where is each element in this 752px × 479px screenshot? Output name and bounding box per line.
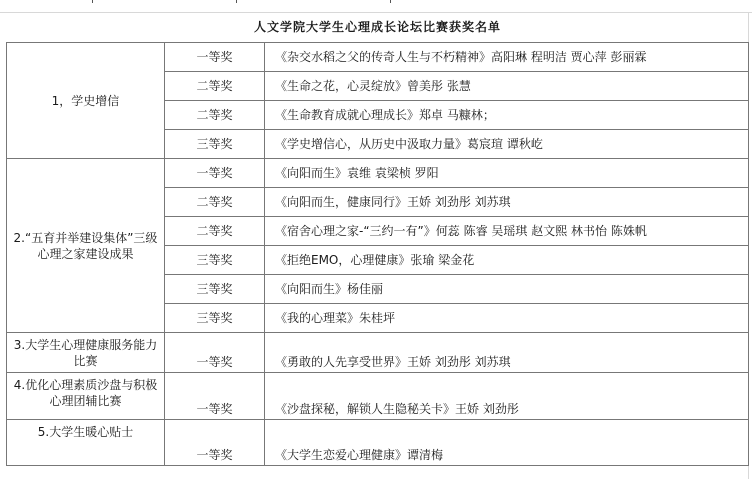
prize-cell[interactable]: 一等奖 (165, 420, 265, 466)
prize-cell[interactable]: 一等奖 (165, 43, 265, 72)
prize-cell[interactable]: 一等奖 (165, 333, 265, 373)
grid-tick (92, 0, 93, 3)
award-table (6, 12, 749, 466)
entry-cell[interactable]: 《生命教育成就心理成长》郑卓 马糠林； (265, 101, 749, 130)
entry-cell[interactable]: 《宿舍心理之家-“三约一有”》何蕊 陈睿 吴瑶琪 赵文熙 林书怡 陈姝帆 (265, 217, 749, 246)
prize-cell[interactable]: 二等奖 (165, 72, 265, 101)
prize-cell[interactable]: 三等奖 (165, 130, 265, 159)
entry-cell[interactable]: 《向阳而生》袁维 袁梁桢 罗阳 (265, 159, 749, 188)
grid-tick (390, 0, 391, 3)
entry-cell[interactable]: 《杂交水稻之父的传奇人生与不朽精神》高阳琳 程明洁 贾心萍 彭丽霖 (265, 43, 749, 72)
prize-cell[interactable]: 三等奖 (165, 246, 265, 275)
prize-cell[interactable]: 二等奖 (165, 217, 265, 246)
category-cell[interactable]: 1，学史增信 (7, 43, 165, 159)
entry-cell[interactable]: 《大学生恋爱心理健康》谭清梅 (265, 420, 749, 466)
entry-cell[interactable]: 《向阳而生》杨佳丽 (265, 275, 749, 304)
entry-cell[interactable]: 《向阳而生，健康同行》王娇 刘劲彤 刘苏琪 (265, 188, 749, 217)
entry-cell[interactable]: 《生命之花，心灵绽放》曾美彤 张慧 (265, 72, 749, 101)
table-title[interactable]: 人文学院大学生心理成长论坛比赛获奖名单 (7, 12, 749, 43)
entry-cell[interactable]: 《勇敢的人先享受世界》王娇 刘劲彤 刘苏琪 (265, 333, 749, 373)
category-cell[interactable]: 3.大学生心理健康服务能力比赛 (7, 333, 165, 373)
entry-cell[interactable]: 《学史增信心，从历史中汲取力量》葛宸瑄 谭秋屹 (265, 130, 749, 159)
category-cell[interactable]: 4.优化心理素质沙盘与积极心理团辅比赛 (7, 373, 165, 420)
table-row (7, 159, 749, 188)
title-row (7, 12, 749, 43)
prize-cell[interactable]: 二等奖 (165, 188, 265, 217)
entry-cell[interactable]: 《我的心理菜》朱桂坪 (265, 304, 749, 333)
category-cell[interactable]: 2.“五育并举建设集体”三级心理之家建设成果 (7, 159, 165, 333)
prize-cell[interactable]: 三等奖 (165, 275, 265, 304)
table-row (7, 420, 749, 466)
prize-cell[interactable]: 二等奖 (165, 101, 265, 130)
table-row (7, 333, 749, 373)
prize-cell[interactable]: 一等奖 (165, 373, 265, 420)
prize-cell[interactable]: 一等奖 (165, 159, 265, 188)
category-cell[interactable]: 5.大学生暖心贴士 (7, 420, 165, 466)
entry-cell[interactable]: 《拒绝EMO，心理健康》张瑜 梁金花 (265, 246, 749, 275)
table-row (7, 43, 749, 72)
entry-cell[interactable]: 《沙盘探秘，解锁人生隐秘关卡》王娇 刘劲彤 (265, 373, 749, 420)
prize-cell[interactable]: 三等奖 (165, 304, 265, 333)
grid-tick (236, 0, 237, 3)
table-row (7, 373, 749, 420)
